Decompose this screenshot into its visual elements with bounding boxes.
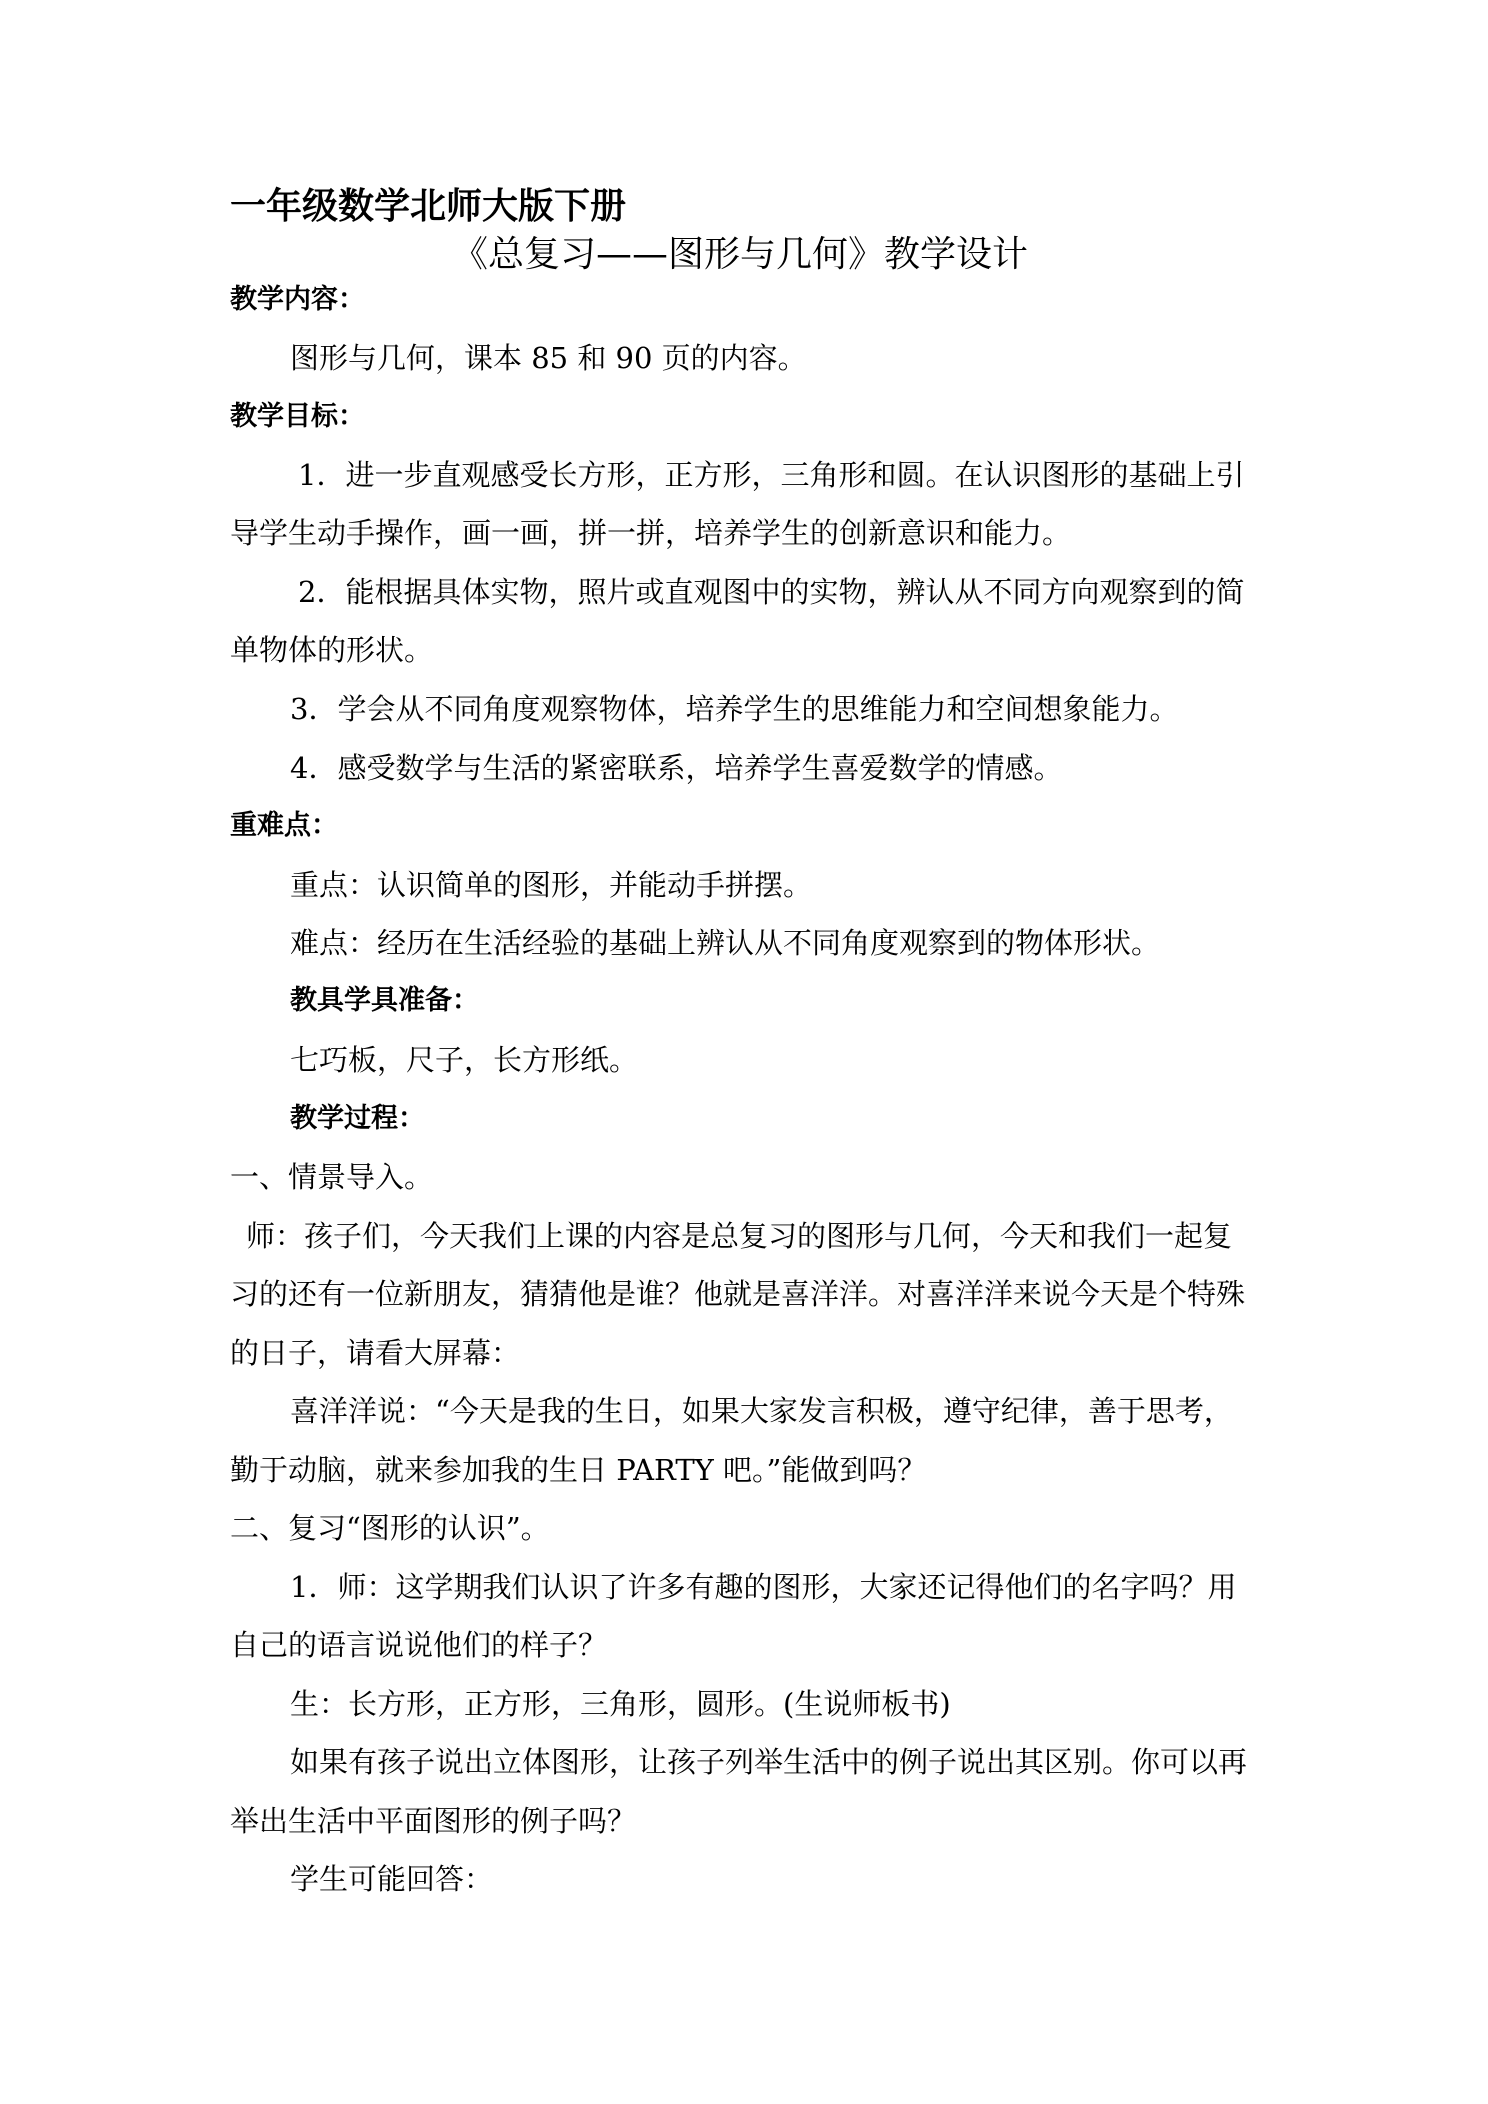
goal1-line1: 1．进一步直观感受长方形，正方形，三角形和圆。在认识图形的基础上引 bbox=[298, 458, 1245, 492]
content-heading: 教学内容： bbox=[230, 284, 365, 315]
goal2-line1: 2．能根据具体实物，照片或直观图中的实物，辨认从不同方向观察到的简 bbox=[298, 575, 1245, 609]
part2-paragraph1-line2: 自己的语言说说他们的样子？ bbox=[230, 1628, 608, 1662]
part1-paragraph1-line3: 的日子，请看大屏幕： bbox=[230, 1336, 521, 1370]
difficult-point: 难点：经历在生活经验的基础上辨认从不同角度观察到的物体形状。 bbox=[290, 926, 1161, 960]
part2-paragraph3-line2: 举出生活中平面图形的例子吗？ bbox=[230, 1804, 637, 1838]
keypoints-heading: 重难点： bbox=[230, 810, 338, 841]
part2-paragraph3-line1: 如果有孩子说出立体图形，让孩子列举生活中的例子说出其区别。你可以再 bbox=[290, 1745, 1248, 1779]
document-title-line1: 一年级数学北师大版下册 bbox=[230, 186, 627, 227]
part2-paragraph4: 学生可能回答： bbox=[290, 1862, 494, 1896]
tools-heading: 教具学具准备： bbox=[290, 985, 479, 1016]
part2-heading: 二、复习“图形的认识”。 bbox=[230, 1511, 550, 1545]
tools-text: 七巧板，尺子，长方形纸。 bbox=[290, 1043, 639, 1077]
key-point: 重点：认识简单的图形，并能动手拼摆。 bbox=[290, 868, 813, 902]
part2-paragraph1-line1: 1．师：这学期我们认识了许多有趣的图形，大家还记得他们的名字吗？用 bbox=[290, 1570, 1237, 1604]
goal4: 4．感受数学与生活的紧密联系，培养学生喜爱数学的情感。 bbox=[290, 751, 1063, 785]
part1-paragraph1-line2: 习的还有一位新朋友，猜猜他是谁？他就是喜洋洋。对喜洋洋来说今天是个特殊 bbox=[230, 1277, 1246, 1311]
part1-paragraph2-line2: 勤于动脑，就来参加我的生日 PARTY 吧。”能做到吗？ bbox=[230, 1453, 927, 1487]
document-title-line2: 《总复习——图形与几何》教学设计 bbox=[452, 234, 1029, 275]
goal1-line2: 导学生动手操作，画一画，拼一拼，培养学生的创新意识和能力。 bbox=[230, 516, 1072, 550]
goal2-line2: 单物体的形状。 bbox=[230, 633, 434, 667]
part1-paragraph1-line1: 师：孩子们，今天我们上课的内容是总复习的图形与几何，今天和我们一起复 bbox=[246, 1219, 1233, 1253]
process-heading: 教学过程： bbox=[290, 1103, 425, 1134]
goals-heading: 教学目标： bbox=[230, 401, 365, 432]
part2-paragraph2: 生：长方形，正方形，三角形，圆形。(生说师板书) bbox=[290, 1687, 951, 1721]
goal3: 3．学会从不同角度观察物体，培养学生的思维能力和空间想象能力。 bbox=[290, 692, 1179, 726]
part1-paragraph2-line1: 喜洋洋说：“今天是我的生日，如果大家发言积极，遵守纪律，善于思考， bbox=[290, 1394, 1233, 1428]
part1-heading: 一、情景导入。 bbox=[230, 1160, 434, 1194]
content-text: 图形与几何，课本 85 和 90 页的内容。 bbox=[290, 341, 807, 375]
